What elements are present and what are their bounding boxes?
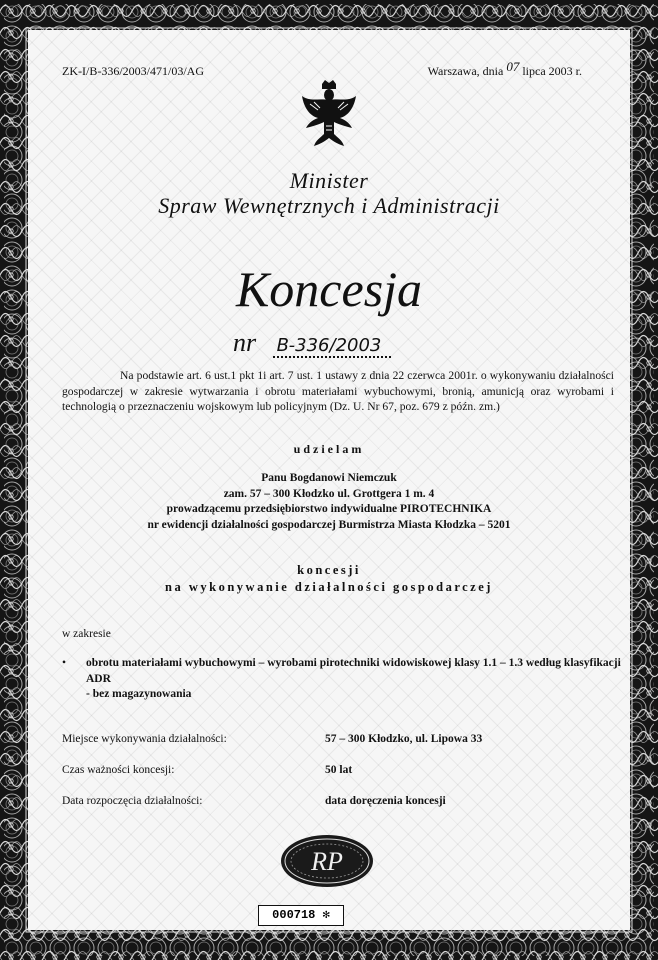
detail-value-place: 57 – 300 Kłodzko, ul. Lipowa 33 bbox=[325, 733, 483, 745]
detail-label-place: Miejsce wykonywania działalności: bbox=[62, 733, 227, 745]
concession-subheading: na wykonywanie działalności gospodarczej bbox=[165, 580, 493, 594]
issuer-title: Minister bbox=[289, 168, 369, 193]
seal-text: RP bbox=[311, 847, 343, 876]
rp-seal-icon bbox=[279, 833, 375, 889]
serial-mark-icon: ✻ bbox=[322, 908, 330, 922]
recipient-block bbox=[28, 471, 630, 533]
scope-item-note: - bez magazynowania bbox=[86, 688, 192, 700]
place-date bbox=[427, 59, 582, 79]
eagle-emblem-icon bbox=[300, 80, 358, 150]
handwritten-day: 07 bbox=[506, 59, 520, 74]
place-date-prefix: Warszawa, dnia bbox=[427, 64, 504, 78]
detail-label-start: Data rozpoczęcia działalności: bbox=[62, 795, 203, 807]
serial-number: 000718 bbox=[272, 908, 316, 922]
number-prefix: nr bbox=[233, 328, 257, 357]
issuer-ministry: Spraw Wewnętrznych i Administracji bbox=[158, 193, 500, 218]
grant-word: udzielam bbox=[293, 442, 365, 456]
bullet-icon: • bbox=[62, 657, 67, 669]
detail-value-validity: 50 lat bbox=[325, 764, 353, 776]
concession-heading: koncesji bbox=[297, 563, 361, 577]
place-date-suffix: lipca 2003 r. bbox=[522, 64, 582, 78]
legal-basis-paragraph: Na podstawie art. 6 ust.1 pkt 1i art. 7 ust. 1 ustawy z dnia 22 czerwca 2001r. o wykonywaniu działalności gospodarczej w zakresie wytwarzania i obrotu materiałami wybuchowymi, bronią, amunicją oraz wyrobami i technologią o przeznaczeniu wojskowym lub policyjnym (Dz. U. Nr 67, poz. 679 z późn. zm.) bbox=[62, 369, 614, 413]
recipient-registry: nr ewidencji działalności gospodarczej Burmistrza Miasta Kłodzka – 5201 bbox=[147, 518, 511, 531]
document-body bbox=[28, 30, 630, 930]
serial-number-box bbox=[258, 905, 344, 926]
scope-item-text: obrotu materiałami wybuchowymi – wyrobami pirotechniki widowiskowej klasy 1.1 – 1.3 według klasyfikacji ADR bbox=[86, 657, 621, 685]
document-title: Koncesja bbox=[235, 261, 423, 317]
concession-number-row bbox=[233, 328, 391, 358]
recipient-address: zam. 57 – 300 Kłodzko ul. Grottgera 1 m. 4 bbox=[223, 487, 435, 500]
concession-number: B-336/2003 bbox=[273, 335, 392, 358]
reference-number: ZK-I/B-336/2003/471/03/AG bbox=[62, 64, 204, 78]
detail-label-validity: Czas ważności koncesji: bbox=[62, 764, 175, 776]
recipient-business: prowadzącemu przedsiębiorstwo indywidualne PIROTECHNIKA bbox=[166, 503, 492, 515]
recipient-name: Panu Bogdanowi Niemczuk bbox=[261, 472, 397, 484]
detail-value-start: data doręczenia koncesji bbox=[325, 795, 446, 807]
scope-label: w zakresie bbox=[62, 628, 111, 640]
